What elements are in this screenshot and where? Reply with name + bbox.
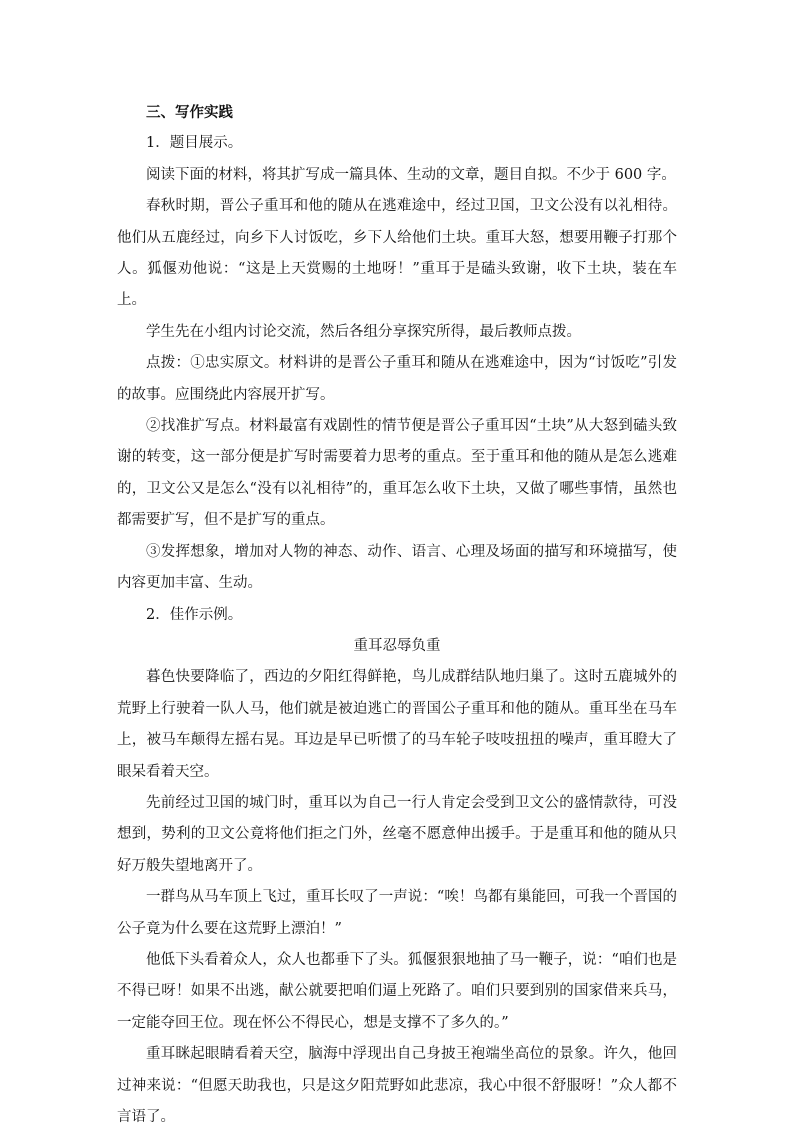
essay-paragraph: 暮色快要降临了，西边的夕阳红得鲜艳，鸟儿成群结队地归巢了。这时五鹿城外的荒野上行驶着一队人马，他们就是被迫逃亡的晋国公子重耳和他的随从。重耳坐在马车上，被马车颠得左摇右晃。耳边是早已听惯了的马车轮子吱吱扭扭的噪声，重耳瞪大了眼呆看着天空。 xyxy=(117,669,677,780)
essay-paragraph: 一群鸟从马车顶上飞过，重耳长叹了一声说：“唉！鸟都有巢能回，可我一个晋国的公子竟为什么要在这荒野上漂泊！” xyxy=(117,889,677,937)
tip-paragraph: 点拨：①忠实原文。材料讲的是晋公子重耳和随从在逃难途中，因为“讨饭吃”引发的故事。应围绕此内容展开扩写。 xyxy=(117,355,677,403)
document-page xyxy=(117,97,677,1133)
part1-heading: 1．题目展示。 xyxy=(146,135,243,152)
essay-title: 重耳忍辱负重 xyxy=(353,637,441,654)
essay-paragraph: 他低下头看着众人，众人也都垂下了头。狐偃狠狠地抽了马一鞭子，说：“咱们也是不得已呀！如果不出逃，献公就要把咱们逼上死路了。咱们只要到别的国家借来兵马，一定能夺回王位。现在怀公不得民心，想是支撑不了多久的。” xyxy=(117,951,677,1031)
material-paragraph: 春秋时期，晋公子重耳和他的随从在逃难途中，经过卫国，卫文公没有以礼相待。他们从五鹿经过，向乡下人讨饭吃，乡下人给他们土块。重耳大怒，想要用鞭子打那个人。狐偃劝他说：“这是上天赏赐的土地呀！”重耳于是磕头致谢，收下土块，装在车上。 xyxy=(117,198,677,309)
tip-paragraph: ③发挥想象，增加对人物的神态、动作、语言、心理及场面的描写和环境描写，使内容更加丰富、生动。 xyxy=(117,543,677,592)
part2-heading: 2．佳作示例。 xyxy=(146,606,243,623)
essay-paragraph: 重耳眯起眼睛看着天空，脑海中浮现出自己身披王袍端坐高位的景象。许久，他回过神来说：“但愿天助我也，只是这夕阳荒野如此悲凉，我心中很不舒服呀！”众人都不言语了。 xyxy=(117,1046,677,1125)
essay-paragraph: 先前经过卫国的城门时，重耳以为自己一行人肯定会受到卫文公的盛情款待，可没想到，势利的卫文公竟将他们拒之门外，丝毫不愿意伸出援手。于是重耳和他的随从只好万般失望地离开了。 xyxy=(117,794,677,874)
discussion-paragraph: 学生先在小组内讨论交流，然后各组分享探究所得，最后教师点拨。 xyxy=(146,323,581,340)
tip-paragraph: ②找准扩写点。材料最富有戏剧性的情节便是晋公子重耳因“土块”从大怒到磕头致谢的转变，这一部分便是扩写时需要着力思考的重点。至于重耳和他的随从是怎么逃难的，卫文公又是怎么“没有以礼相待”的，重耳怎么收下土块，又做了哪些事情，虽然也都需要扩写，但不是扩写的重点。 xyxy=(117,418,677,529)
section-title: 三、写作实践 xyxy=(146,104,233,121)
task-instruction: 阅读下面的材料，将其扩写成一篇具体、生动的文章，题目自拟。不少于 600 字。 xyxy=(146,166,676,183)
